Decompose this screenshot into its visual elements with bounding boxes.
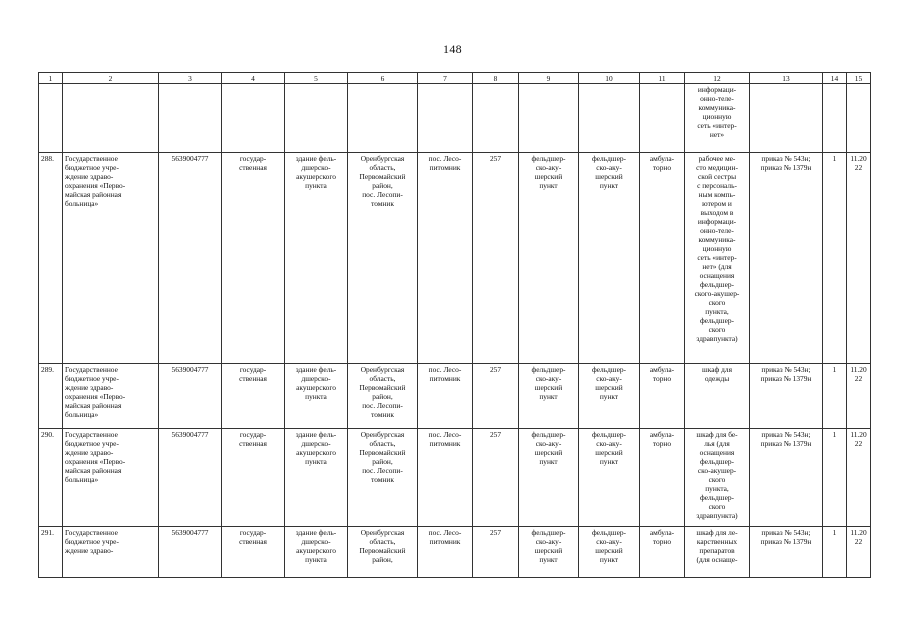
cell-building: здание фель- дшерско- акушерского пункта xyxy=(285,364,348,429)
col-header-9: 9 xyxy=(519,73,579,84)
cell-unit-type: фельдшер- ско-аку- шерский пункт xyxy=(519,364,579,429)
cell-ownership: государ- ственная xyxy=(222,364,285,429)
cell-row-number: 289. xyxy=(39,364,63,429)
cell-date: 11.2022 xyxy=(847,364,871,429)
cell-date: 11.2022 xyxy=(847,153,871,364)
cell-date: 11.2022 xyxy=(847,429,871,527)
cell-ownership: государ- ственная xyxy=(222,429,285,527)
cell-care-form: амбула- торно xyxy=(640,429,685,527)
cell-subdivision: фельдшер- ско-аку- шерский пункт xyxy=(579,429,640,527)
cell-inn: 5639004777 xyxy=(159,429,222,527)
col-header-14: 14 xyxy=(823,73,847,84)
cell-organization: Государственное бюджетное учре- ждение здраво- xyxy=(63,527,159,578)
cell-care-form: амбула- торно xyxy=(640,153,685,364)
cell-order: приказ № 543н; приказ № 1379н xyxy=(750,429,823,527)
col-header-15: 15 xyxy=(847,73,871,84)
cell-code: 257 xyxy=(473,364,519,429)
cell-order: приказ № 543н; приказ № 1379н xyxy=(750,364,823,429)
page-number: 148 xyxy=(443,42,462,56)
cell-locality: пос. Лесо- питомник xyxy=(418,364,473,429)
cell-inn: 5639004777 xyxy=(159,364,222,429)
cell-address: Оренбургская область, Первомайский район, пос. Лесопи- томник xyxy=(348,429,418,527)
cell-equipment: рабочее ме- сто медицин- ской сестры с персональ- ным компь- ютером и выходом в информаци- онно-теле- коммуника- ционную сеть «интер- нет» (для оснащения фельдшер- ского-акушер- ского пункта, фельдшер- ского здравпункта) xyxy=(685,153,750,364)
cell-equipment: шкаф для бе- лья (для оснащения фельдшер- ско-акушер- ского пункта, фельдшер- ского здравпункта) xyxy=(685,429,750,527)
table-row xyxy=(39,527,871,578)
cell-address: Оренбургская область, Первомайский район, xyxy=(348,527,418,578)
col-header-7: 7 xyxy=(418,73,473,84)
cell-locality: пос. Лесо- питомник xyxy=(418,153,473,364)
table-row xyxy=(39,364,871,429)
cell-locality: пос. Лесо- питомник xyxy=(418,429,473,527)
cell-row-number: 291. xyxy=(39,527,63,578)
cell-locality: пос. Лесо- питомник xyxy=(418,527,473,578)
table-row xyxy=(39,429,871,527)
cell-building: здание фель- дшерско- акушерского пункта xyxy=(285,153,348,364)
cell-inn: 5639004777 xyxy=(159,527,222,578)
col-header-2: 2 xyxy=(63,73,159,84)
cell-code: 257 xyxy=(473,429,519,527)
cell-unit-type: фельдшер- ско-аку- шерский пункт xyxy=(519,429,579,527)
cell-subdivision: фельдшер- ско-аку- шерский пункт xyxy=(579,364,640,429)
equipment-table xyxy=(38,72,871,578)
col-header-1: 1 xyxy=(39,73,63,84)
col-header-10: 10 xyxy=(579,73,640,84)
cell-equipment: шкаф для ле- карственных препаратов (для оснаще- xyxy=(685,527,750,578)
col-header-3: 3 xyxy=(159,73,222,84)
cell-subdivision: фельдшер- ско-аку- шерский пункт xyxy=(579,153,640,364)
cell-address: Оренбургская область, Первомайский район, пос. Лесопи- томник xyxy=(348,364,418,429)
cell-quantity: 1 xyxy=(823,153,847,364)
cell-row-number: 288. xyxy=(39,153,63,364)
cell-unit-type: фельдшер- ско-аку- шерский пункт xyxy=(519,153,579,364)
cell-inn: 5639004777 xyxy=(159,153,222,364)
col-header-11: 11 xyxy=(640,73,685,84)
cell-quantity: 1 xyxy=(823,429,847,527)
cell-quantity: 1 xyxy=(823,527,847,578)
cell-organization: Государственное бюджетное учре- ждение здраво- охранения «Перво- майская районная больница» xyxy=(63,429,159,527)
cell-equipment: информаци- онно-теле- коммуника- ционную сеть «интер- нет» xyxy=(685,84,750,153)
cell-building: здание фель- дшерско- акушерского пункта xyxy=(285,429,348,527)
cell-code: 257 xyxy=(473,527,519,578)
table-row-continuation xyxy=(39,84,871,153)
col-header-6: 6 xyxy=(348,73,418,84)
cell-organization: Государственное бюджетное учре- ждение здраво- охранения «Перво- майская районная больница» xyxy=(63,153,159,364)
col-header-5: 5 xyxy=(285,73,348,84)
cell-order: приказ № 543н; приказ № 1379н xyxy=(750,153,823,364)
cell-code: 257 xyxy=(473,153,519,364)
col-header-12: 12 xyxy=(685,73,750,84)
cell-unit-type: фельдшер- ско-аку- шерский пункт xyxy=(519,527,579,578)
cell-ownership: государ- ственная xyxy=(222,153,285,364)
document-table-wrapper xyxy=(38,72,871,578)
cell-equipment: шкаф для одежды xyxy=(685,364,750,429)
cell-care-form: амбула- торно xyxy=(640,364,685,429)
cell-order: приказ № 543н; приказ № 1379н xyxy=(750,527,823,578)
cell-care-form: амбула- торно xyxy=(640,527,685,578)
col-header-4: 4 xyxy=(222,73,285,84)
header-row xyxy=(39,73,871,84)
table-row xyxy=(39,153,871,364)
cell-ownership: государ- ственная xyxy=(222,527,285,578)
cell-address: Оренбургская область, Первомайский район, пос. Лесопи- томник xyxy=(348,153,418,364)
cell-building: здание фель- дшерско- акушерского пункта xyxy=(285,527,348,578)
cell-subdivision: фельдшер- ско-аку- шерский пункт xyxy=(579,527,640,578)
col-header-8: 8 xyxy=(473,73,519,84)
cell-date: 11.2022 xyxy=(847,527,871,578)
cell-quantity: 1 xyxy=(823,364,847,429)
cell-row-number: 290. xyxy=(39,429,63,527)
cell-organization: Государственное бюджетное учре- ждение здраво- охранения «Перво- майская районная больница» xyxy=(63,364,159,429)
col-header-13: 13 xyxy=(750,73,823,84)
